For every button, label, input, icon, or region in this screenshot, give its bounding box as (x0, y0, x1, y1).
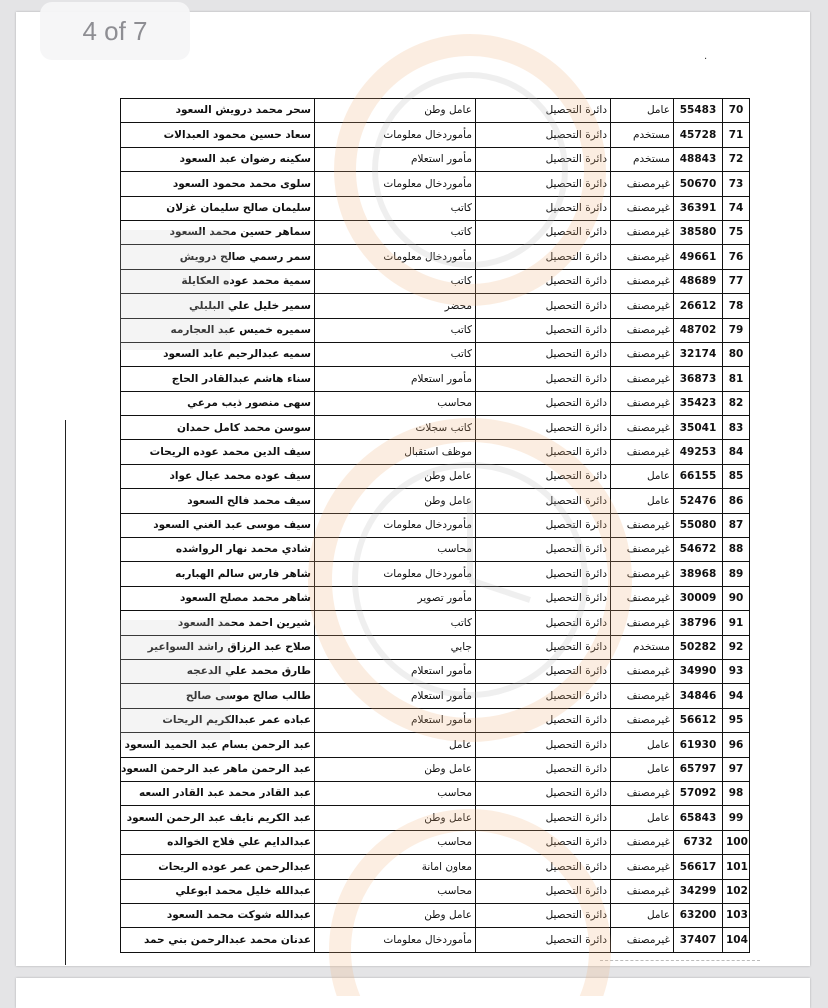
table-row (121, 635, 750, 659)
category: غيرمصنف (611, 513, 674, 537)
row-number: 82 (723, 391, 750, 415)
department: دائرة التحصيل (476, 269, 611, 293)
category: غيرمصنف (611, 294, 674, 318)
employee-id: 34990 (674, 659, 723, 683)
employee-name: سماهر حسين محمد السعود (121, 220, 315, 244)
employee-id: 32174 (674, 342, 723, 366)
employee-name: سلوى محمد محمود السعود (121, 172, 315, 196)
row-number: 88 (723, 538, 750, 562)
employee-id: 65797 (674, 757, 723, 781)
row-number: 102 (723, 879, 750, 903)
employee-id: 57092 (674, 781, 723, 805)
stray-mark: · (704, 54, 708, 65)
department: دائرة التحصيل (476, 562, 611, 586)
table-row (121, 708, 750, 732)
category: غيرمصنف (611, 416, 674, 440)
table-row (121, 220, 750, 244)
table-row (121, 342, 750, 366)
employee-id: 35423 (674, 391, 723, 415)
table-row (121, 391, 750, 415)
job-title: كاتب (315, 318, 476, 342)
row-number: 71 (723, 123, 750, 147)
employee-name: طارق محمد علي الدعجه (121, 659, 315, 683)
row-number: 75 (723, 220, 750, 244)
employee-id: 35041 (674, 416, 723, 440)
table-row (121, 538, 750, 562)
job-title: عامل وطن (315, 464, 476, 488)
row-number: 103 (723, 903, 750, 927)
row-number: 98 (723, 781, 750, 805)
category: غيرمصنف (611, 196, 674, 220)
table-row (121, 123, 750, 147)
table-row (121, 757, 750, 781)
department: دائرة التحصيل (476, 781, 611, 805)
department: دائرة التحصيل (476, 245, 611, 269)
employee-name: شاهر فارس سالم الهباربه (121, 562, 315, 586)
employee-name: عبدالله شوكت محمد السعود (121, 903, 315, 927)
employee-name: سيف الدين محمد عوده الريحات (121, 440, 315, 464)
job-title: محاسب (315, 538, 476, 562)
job-title: مأمور استعلام (315, 684, 476, 708)
page-indicator[interactable]: 4 of 7 (40, 2, 190, 60)
department: دائرة التحصيل (476, 513, 611, 537)
table-row (121, 513, 750, 537)
employee-name: شادي محمد نهار الرواشده (121, 538, 315, 562)
category: غيرمصنف (611, 538, 674, 562)
job-title: مأمور استعلام (315, 708, 476, 732)
footer-line (600, 960, 760, 962)
employee-id: 45728 (674, 123, 723, 147)
employee-id: 49661 (674, 245, 723, 269)
department: دائرة التحصيل (476, 879, 611, 903)
row-number: 74 (723, 196, 750, 220)
job-title: عامل وطن (315, 806, 476, 830)
row-number: 92 (723, 635, 750, 659)
employee-name: سمر رسمي صالح درويش (121, 245, 315, 269)
job-title: مأمور استعلام (315, 659, 476, 683)
row-number: 100 (723, 830, 750, 854)
job-title: جابي (315, 635, 476, 659)
job-title: كاتب (315, 342, 476, 366)
employee-name: سيف موسى عبد الغني السعود (121, 513, 315, 537)
department: دائرة التحصيل (476, 196, 611, 220)
table-row (121, 196, 750, 220)
department: دائرة التحصيل (476, 318, 611, 342)
table-row (121, 879, 750, 903)
row-number: 101 (723, 855, 750, 879)
table-row (121, 733, 750, 757)
employee-id: 38580 (674, 220, 723, 244)
margin-line (65, 420, 66, 965)
row-number: 93 (723, 659, 750, 683)
category: غيرمصنف (611, 879, 674, 903)
row-number: 72 (723, 147, 750, 171)
department: دائرة التحصيل (476, 635, 611, 659)
table-row (121, 294, 750, 318)
department: دائرة التحصيل (476, 123, 611, 147)
employee-id: 30009 (674, 586, 723, 610)
employee-id: 6732 (674, 830, 723, 854)
row-number: 76 (723, 245, 750, 269)
employee-id: 48689 (674, 269, 723, 293)
employee-id: 26612 (674, 294, 723, 318)
row-number: 90 (723, 586, 750, 610)
row-number: 104 (723, 928, 750, 952)
job-title: مأموردخال معلومات (315, 513, 476, 537)
table-row (121, 416, 750, 440)
employee-name: شيرين احمد محمد السعود (121, 611, 315, 635)
category: عامل (611, 806, 674, 830)
row-number: 96 (723, 733, 750, 757)
category: مستخدم (611, 123, 674, 147)
employee-id: 36391 (674, 196, 723, 220)
table-row (121, 928, 750, 952)
category: عامل (611, 489, 674, 513)
row-number: 87 (723, 513, 750, 537)
table-row (121, 172, 750, 196)
category: غيرمصنف (611, 928, 674, 952)
department: دائرة التحصيل (476, 855, 611, 879)
employee-name: سناء هاشم عبدالقادر الحاج (121, 367, 315, 391)
employee-name: سليمان صالح سليمان غزلان (121, 196, 315, 220)
department: دائرة التحصيل (476, 440, 611, 464)
department: دائرة التحصيل (476, 708, 611, 732)
category: مستخدم (611, 635, 674, 659)
job-title: كاتب (315, 196, 476, 220)
employee-name: سيف محمد فالح السعود (121, 489, 315, 513)
category: عامل (611, 733, 674, 757)
job-title: كاتب سجلات (315, 416, 476, 440)
table-row (121, 464, 750, 488)
category: غيرمصنف (611, 342, 674, 366)
row-number: 70 (723, 99, 750, 123)
job-title: كاتب (315, 269, 476, 293)
category: غيرمصنف (611, 440, 674, 464)
category: غيرمصنف (611, 391, 674, 415)
employee-name: صلاح عبد الرزاق راشد السواعير (121, 635, 315, 659)
job-title: محاسب (315, 391, 476, 415)
employee-name: سهى منصور ذيب مرعي (121, 391, 315, 415)
category: غيرمصنف (611, 659, 674, 683)
department: دائرة التحصيل (476, 586, 611, 610)
department: دائرة التحصيل (476, 147, 611, 171)
job-title: عامل (315, 733, 476, 757)
department: دائرة التحصيل (476, 659, 611, 683)
row-number: 91 (723, 611, 750, 635)
category: غيرمصنف (611, 367, 674, 391)
row-number: 79 (723, 318, 750, 342)
employee-name: عبد الرحمن بسام عبد الحميد السعود (121, 733, 315, 757)
category: غيرمصنف (611, 855, 674, 879)
department: دائرة التحصيل (476, 733, 611, 757)
job-title: عامل وطن (315, 757, 476, 781)
category: غيرمصنف (611, 781, 674, 805)
row-number: 94 (723, 684, 750, 708)
category: عامل (611, 903, 674, 927)
job-title: مأموردخال معلومات (315, 562, 476, 586)
table-row (121, 903, 750, 927)
table-row (121, 489, 750, 513)
employee-id: 36873 (674, 367, 723, 391)
employee-id: 34846 (674, 684, 723, 708)
category: غيرمصنف (611, 830, 674, 854)
table-row (121, 269, 750, 293)
job-title: كاتب (315, 611, 476, 635)
job-title: مأموردخال معلومات (315, 123, 476, 147)
department: دائرة التحصيل (476, 903, 611, 927)
category: غيرمصنف (611, 586, 674, 610)
table-row (121, 659, 750, 683)
job-title: محاسب (315, 830, 476, 854)
row-number: 77 (723, 269, 750, 293)
employee-id: 55080 (674, 513, 723, 537)
employee-id: 54672 (674, 538, 723, 562)
category: غيرمصنف (611, 245, 674, 269)
job-title: مأمور استعلام (315, 367, 476, 391)
job-title: مأمور استعلام (315, 147, 476, 171)
category: غيرمصنف (611, 611, 674, 635)
job-title: مأموردخال معلومات (315, 928, 476, 952)
employee-id: 48843 (674, 147, 723, 171)
employee-name: سوسن محمد كامل حمدان (121, 416, 315, 440)
table-row (121, 440, 750, 464)
department: دائرة التحصيل (476, 391, 611, 415)
category: عامل (611, 464, 674, 488)
row-number: 80 (723, 342, 750, 366)
department: دائرة التحصيل (476, 294, 611, 318)
category: غيرمصنف (611, 220, 674, 244)
job-title: كاتب (315, 220, 476, 244)
table-row (121, 586, 750, 610)
department: دائرة التحصيل (476, 684, 611, 708)
department: دائرة التحصيل (476, 757, 611, 781)
department: دائرة التحصيل (476, 342, 611, 366)
job-title: محضر (315, 294, 476, 318)
employee-id: 52476 (674, 489, 723, 513)
row-number: 89 (723, 562, 750, 586)
job-title: عامل وطن (315, 489, 476, 513)
table-row (121, 684, 750, 708)
employee-name: سكينه رضوان عبد السعود (121, 147, 315, 171)
department: دائرة التحصيل (476, 172, 611, 196)
table-row (121, 830, 750, 854)
employee-name: سعاد حسين محمود العبدالات (121, 123, 315, 147)
table-row (121, 147, 750, 171)
job-title: محاسب (315, 781, 476, 805)
employee-table (120, 98, 750, 953)
employee-id: 66155 (674, 464, 723, 488)
employee-name: عبدالله خليل محمد ابوعلي (121, 879, 315, 903)
employee-id: 63200 (674, 903, 723, 927)
employee-name: سميره خميس عبد العجارمه (121, 318, 315, 342)
row-number: 78 (723, 294, 750, 318)
table-row (121, 367, 750, 391)
table-row (121, 318, 750, 342)
employee-name: عبد القادر محمد عبد القادر السعه (121, 781, 315, 805)
job-title: عامل وطن (315, 903, 476, 927)
employee-name: شاهر محمد مصلح السعود (121, 586, 315, 610)
employee-name: سيف عوده محمد عيال عواد (121, 464, 315, 488)
category: عامل (611, 757, 674, 781)
employee-id: 65843 (674, 806, 723, 830)
employee-name: عبدالرحمن عمر عوده الريحات (121, 855, 315, 879)
job-title: عامل وطن (315, 99, 476, 123)
table-row (121, 99, 750, 123)
employee-name: عبدالدايم علي فلاح الخوالده (121, 830, 315, 854)
table-row (121, 562, 750, 586)
category: مستخدم (611, 147, 674, 171)
table-row (121, 611, 750, 635)
department: دائرة التحصيل (476, 99, 611, 123)
employee-name: طالب صالح موسى صالح (121, 684, 315, 708)
category: عامل (611, 99, 674, 123)
category: غيرمصنف (611, 684, 674, 708)
row-number: 85 (723, 464, 750, 488)
table-row (121, 855, 750, 879)
job-title: موظف استقبال (315, 440, 476, 464)
employee-id: 49253 (674, 440, 723, 464)
employee-id: 55483 (674, 99, 723, 123)
employee-name: سمير خليل علي البلبلي (121, 294, 315, 318)
row-number: 81 (723, 367, 750, 391)
employee-id: 38796 (674, 611, 723, 635)
category: غيرمصنف (611, 318, 674, 342)
category: غيرمصنف (611, 269, 674, 293)
employee-id: 34299 (674, 879, 723, 903)
job-title: مأموردخال معلومات (315, 172, 476, 196)
employee-id: 37407 (674, 928, 723, 952)
category: غيرمصنف (611, 708, 674, 732)
job-title: مأموردخال معلومات (315, 245, 476, 269)
table-row (121, 245, 750, 269)
employee-id: 50670 (674, 172, 723, 196)
category: غيرمصنف (611, 172, 674, 196)
department: دائرة التحصيل (476, 830, 611, 854)
employee-id: 50282 (674, 635, 723, 659)
next-document-page (16, 978, 810, 1008)
employee-id: 48702 (674, 318, 723, 342)
job-title: معاون امانة (315, 855, 476, 879)
row-number: 99 (723, 806, 750, 830)
employee-name: عبد الكريم نايف عبد الرحمن السعود (121, 806, 315, 830)
department: دائرة التحصيل (476, 538, 611, 562)
department: دائرة التحصيل (476, 416, 611, 440)
employee-name: سمية محمد عوده العكايلة (121, 269, 315, 293)
job-title: مأمور تصوير (315, 586, 476, 610)
employee-name: عدنان محمد عبدالرحمن بني حمد (121, 928, 315, 952)
row-number: 73 (723, 172, 750, 196)
employee-id: 56612 (674, 708, 723, 732)
department: دائرة التحصيل (476, 928, 611, 952)
employee-id: 56617 (674, 855, 723, 879)
row-number: 84 (723, 440, 750, 464)
department: دائرة التحصيل (476, 489, 611, 513)
department: دائرة التحصيل (476, 806, 611, 830)
row-number: 97 (723, 757, 750, 781)
department: دائرة التحصيل (476, 611, 611, 635)
table-row (121, 806, 750, 830)
row-number: 95 (723, 708, 750, 732)
department: دائرة التحصيل (476, 464, 611, 488)
job-title: محاسب (315, 879, 476, 903)
employee-name: عبد الرحمن ماهر عبد الرحمن السعود (121, 757, 315, 781)
table-row (121, 781, 750, 805)
row-number: 86 (723, 489, 750, 513)
category: غيرمصنف (611, 562, 674, 586)
employee-name: سحر محمد درويش السعود (121, 99, 315, 123)
department: دائرة التحصيل (476, 367, 611, 391)
row-number: 83 (723, 416, 750, 440)
employee-name: سميه عبدالرحيم عابد السعود (121, 342, 315, 366)
employee-id: 38968 (674, 562, 723, 586)
employee-id: 61930 (674, 733, 723, 757)
department: دائرة التحصيل (476, 220, 611, 244)
employee-name: عباده عمر عبدالكريم الريحات (121, 708, 315, 732)
